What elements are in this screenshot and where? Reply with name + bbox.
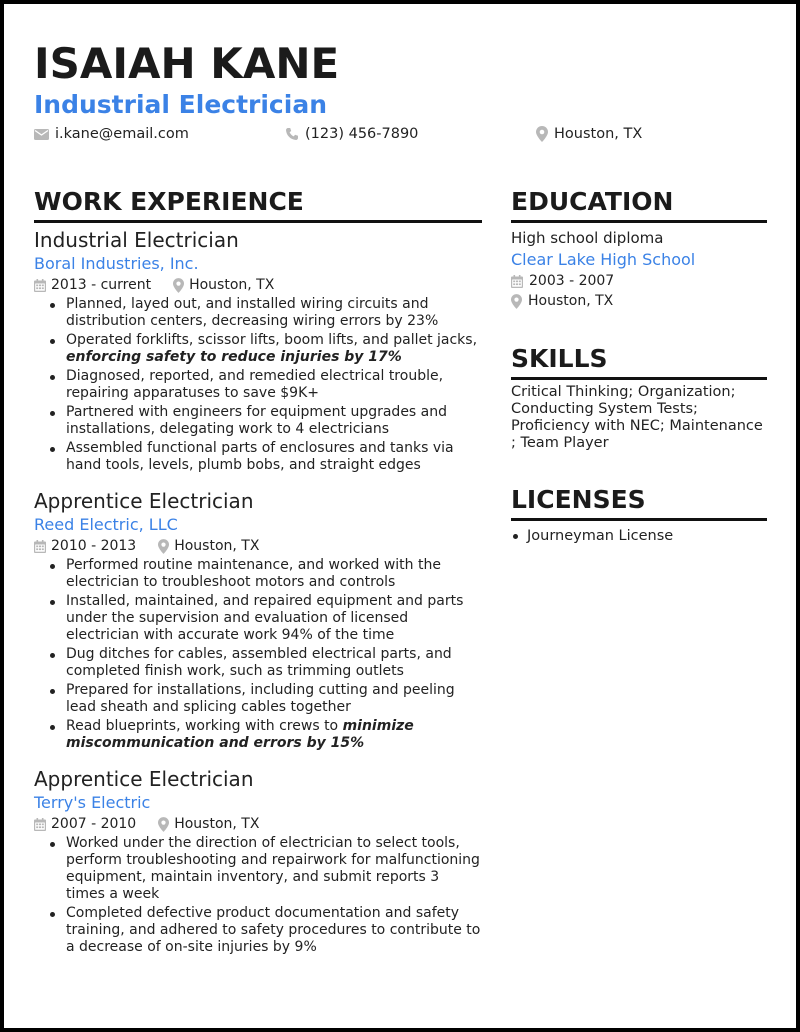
job-dates xyxy=(34,536,136,556)
education-dates xyxy=(511,271,767,291)
licenses-heading: LICENSES xyxy=(511,482,767,521)
bullet-emphasis: enforcing safety to reduce injuries by 17% xyxy=(66,349,402,365)
phone-icon xyxy=(285,127,299,141)
bullet-emphasis: minimize miscommunication and errors by 15% xyxy=(66,718,414,751)
license-item: Journeyman License xyxy=(511,527,767,545)
licenses-section xyxy=(511,482,767,545)
location-pin-icon xyxy=(511,294,522,309)
job-meta xyxy=(34,536,482,556)
bullet-item: Partnered with engineers for equipment upgrades and installations, delegating work to 4 electricians xyxy=(46,404,482,438)
location-text: Houston, TX xyxy=(189,277,275,293)
phone-text: (123) 456-7890 xyxy=(305,126,419,142)
email-text: i.kane@email.com xyxy=(55,126,189,142)
bullet-text: Operated forklifts, scissor lifts, boom lifts, and pallet jacks, xyxy=(66,332,478,348)
location-pin-icon xyxy=(173,278,184,293)
job-entry xyxy=(34,227,482,474)
education-location xyxy=(511,291,767,311)
bullet-item: Planned, layed out, and installed wiring circuits and distribution centers, decreasing wiring errors by 23% xyxy=(46,296,482,330)
calendar-icon xyxy=(34,540,46,553)
job-title: Apprentice Electrician xyxy=(34,767,254,791)
education-school: Clear Lake High School xyxy=(511,250,696,269)
job-title: Industrial Electrician xyxy=(34,228,239,252)
licenses-list xyxy=(511,527,767,545)
job-location xyxy=(158,814,259,834)
location-text: Houston, TX xyxy=(174,816,260,832)
job-dates xyxy=(34,814,136,834)
company-name: Boral Industries, Inc. xyxy=(34,254,199,273)
calendar-icon xyxy=(34,818,46,831)
company-name: Reed Electric, LLC xyxy=(34,515,178,534)
education-heading: EDUCATION xyxy=(511,184,767,223)
location-pin-icon xyxy=(158,817,169,832)
bullet-text: Read blueprints, working with crews to xyxy=(66,718,343,734)
dates-text: 2003 - 2007 xyxy=(529,273,615,289)
contact-location xyxy=(536,123,642,145)
envelope-icon xyxy=(34,129,49,140)
bullet-item: Completed defective product documentation and safety training, and adhered to safety procedures to contribute to a decrease of on-site injuries by 9% xyxy=(46,905,482,956)
bullet-item: Dug ditches for cables, assembled electrical parts, and completed finish work, such as trimming outlets xyxy=(46,646,482,680)
job-bullets xyxy=(46,835,482,956)
job-entry xyxy=(34,488,482,752)
dates-text: 2010 - 2013 xyxy=(51,538,137,554)
calendar-icon xyxy=(511,275,523,288)
candidate-title: Industrial Electrician xyxy=(34,90,327,119)
location-pin-icon xyxy=(536,126,548,142)
skills-list: Critical Thinking; Organization; Conducting System Tests; Proficiency with NEC; Maintenance ; Team Player xyxy=(511,384,763,451)
location-text: Houston, TX xyxy=(554,126,643,142)
job-meta xyxy=(34,275,482,295)
location-pin-icon xyxy=(158,539,169,554)
right-column xyxy=(511,184,767,545)
location-text: Houston, TX xyxy=(174,538,260,554)
company-name: Terry's Electric xyxy=(34,793,151,812)
job-bullets xyxy=(46,296,482,474)
contact-email xyxy=(34,123,189,145)
bullet-item: Assembled functional parts of enclosures and tanks via hand tools, levels, plumb bobs, and straight edges xyxy=(46,440,482,474)
bullet-item: Prepared for installations, including cutting and peeling lead sheath and splicing cables together xyxy=(46,682,482,716)
bullet-item: Diagnosed, reported, and remedied electrical trouble, repairing apparatuses to save $9K+ xyxy=(46,368,482,402)
contact-phone xyxy=(285,123,418,145)
candidate-name: ISAIAH KANE xyxy=(34,39,340,88)
resume-page xyxy=(4,4,796,1028)
bullet-item xyxy=(46,332,482,366)
bullet-item: Performed routine maintenance, and worked with the electrician to troubleshoot motors and controls xyxy=(46,557,482,591)
bullet-item: Installed, maintained, and repaired equipment and parts under the supervision and evaluation of licensed electrician with accurate work 94% of the time xyxy=(46,593,482,644)
work-experience-heading: WORK EXPERIENCE xyxy=(34,184,482,223)
bullet-item: Worked under the direction of electrician to select tools, perform troubleshooting and repairwork for malfunctioning equipment, maintain inventory, and submit reports 3 times a week xyxy=(46,835,482,903)
dates-text: 2013 - current xyxy=(51,277,152,293)
job-location xyxy=(173,275,274,295)
skills-section xyxy=(511,341,767,452)
location-text: Houston, TX xyxy=(528,293,614,309)
bullet-item xyxy=(46,718,482,752)
job-entry xyxy=(34,766,482,956)
job-meta xyxy=(34,814,482,834)
job-bullets xyxy=(46,557,482,752)
skills-heading: SKILLS xyxy=(511,341,767,380)
job-title: Apprentice Electrician xyxy=(34,489,254,513)
job-dates xyxy=(34,275,151,295)
left-column xyxy=(34,184,482,958)
job-location xyxy=(158,536,259,556)
calendar-icon xyxy=(34,279,46,292)
education-degree: High school diploma xyxy=(511,229,664,247)
dates-text: 2007 - 2010 xyxy=(51,816,137,832)
